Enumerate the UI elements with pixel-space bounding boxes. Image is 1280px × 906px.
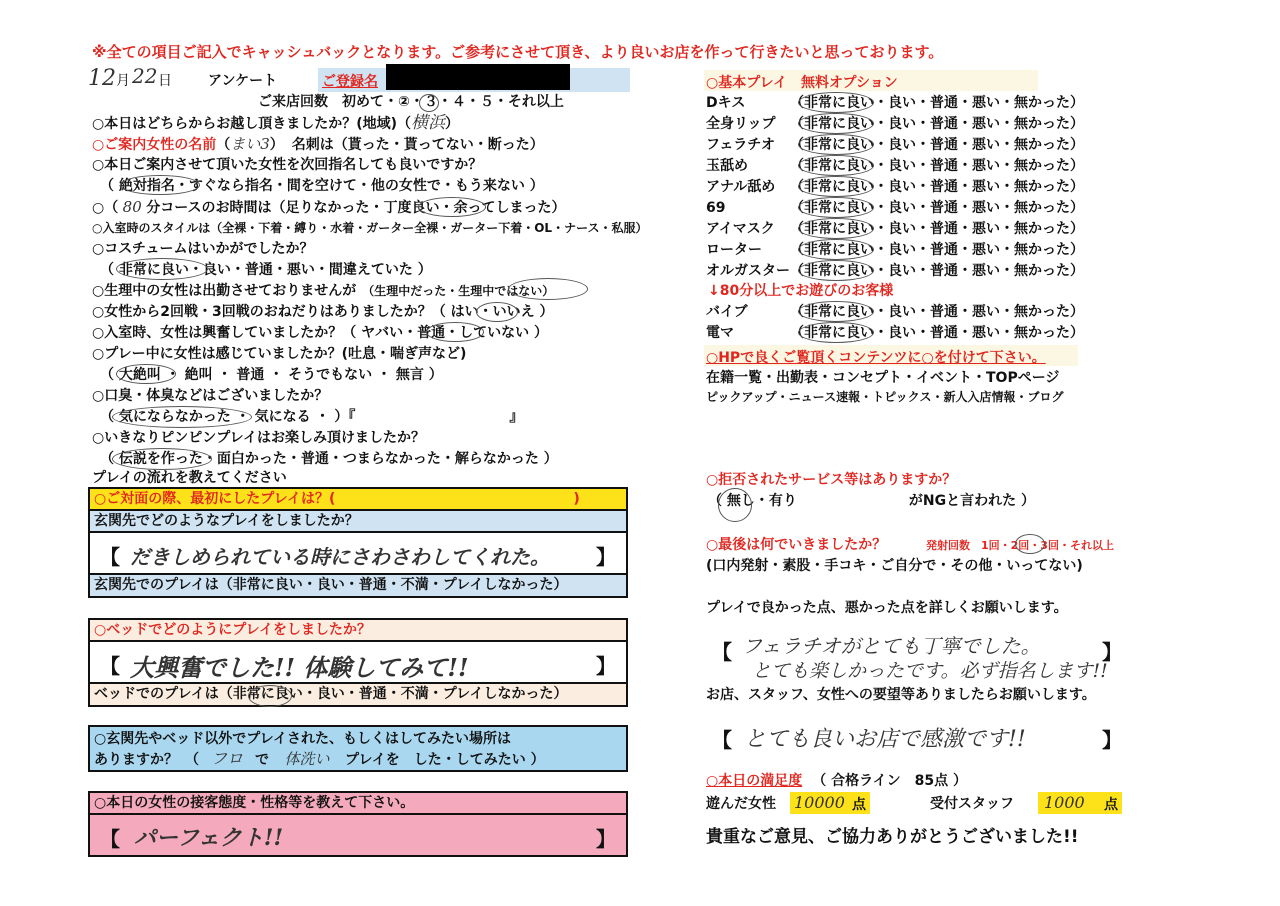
entrance-rating: 玄関先でのプレイは（非常に良い・良い・普通・不満・プレイしなかった） [94, 577, 568, 593]
answer-circle [116, 364, 176, 384]
request-answer: とても良いお店で感激です!! [744, 727, 1026, 752]
answer-circle [418, 197, 486, 217]
other-place-answer: フロ [210, 749, 243, 768]
long-item-name: バイブ [706, 304, 748, 320]
a-pinpin: （ 伝説を作った・面白かった・普通・つまらなかった・解らなかった ） [100, 451, 558, 467]
girl-score-field [790, 792, 870, 814]
member-name-label: ご登録名 [322, 74, 378, 90]
request-open-bracket: 【 [712, 728, 732, 752]
girl-score-label: 遊んだ女性 [706, 796, 776, 812]
a-costume: （ 非常に良い・良い・普通・悪い・間違えていた ） [100, 262, 432, 278]
q-period: ○生理中の女性は出勤させておりませんが （生理中だった・生理中ではない） [92, 283, 555, 299]
basic-item-scale: （非常に良い・良い・普通・悪い・無かった） [790, 158, 1084, 174]
answer-circle [116, 258, 208, 280]
entrance-question: 玄関先でどのようなプレイをしましたか？ [90, 511, 626, 533]
flow-title: プレイの流れを教えてください [92, 470, 287, 486]
survey-title: アンケート [208, 73, 278, 89]
basic-item-name: オルガスター [706, 263, 790, 279]
q-smell: ○口臭・体臭などはございましたか？ [92, 388, 329, 404]
staff-score-value: 1000 [1044, 793, 1085, 812]
q-girl-name-label: ○ご案内女性の名前 [92, 137, 217, 153]
member-name-field [318, 68, 630, 92]
entrance-answer: だきしめられている時にさわさわしてくれた。 [130, 545, 550, 569]
q-girl-name: ○ご案内女性の名前（まい3） 名刺は（貰った・貰ってない・断った） [92, 135, 544, 153]
finish-answer: (口内発射・素股・手コキ・ご自分で・その他・いってない) [706, 558, 1083, 574]
q-style: ○入室時のスタイルは（全裸・下着・縛り・水着・ガーター全裸・ガーター下着・OL・ナース・私服） [92, 221, 648, 235]
basic-item-name: 全身リップ [706, 116, 776, 132]
answer-circle [120, 175, 200, 195]
answer-circle [419, 94, 439, 112]
basic-item-scale: （非常に良い・良い・普通・悪い・無かった） [790, 116, 1084, 132]
q-business-card: 名刺は（貰った・貰ってない・断った） [291, 137, 544, 153]
q-feel: ○プレー中に女性は感じていましたか？(吐息・喘ぎ声など) [92, 346, 467, 362]
date-day-suffix: 日 [158, 73, 172, 89]
a-smell: （ 気にならなかった ・ 気になる ・ ）『 』 [100, 409, 524, 425]
hp-title: ○HPで良くご覧頂くコンテンツに○を付けて下さい。 [706, 350, 1046, 366]
q-pinpin: ○いきなりピンピンプレイはお楽しみ頂けましたか？ [92, 430, 425, 446]
a-period: （生理中だった・生理中ではない） [362, 284, 555, 298]
bed-answer: 大興奮でした!! 体験してみて!! [130, 653, 469, 682]
date-month-value: 12 [88, 66, 116, 91]
long-course-title: ↓80分以上でお遊びのお客様 [708, 283, 894, 299]
refused-question: ○拒否されたサービス等はありますか？ [706, 472, 957, 488]
basic-item-name: 玉舐め [706, 158, 748, 174]
q-course: ○（ 80 分コースのお時間は（足りなかった・丁度良い・余ってしまった） [92, 198, 566, 216]
a-course-minutes: 80 [122, 198, 142, 216]
staff-score-field [1038, 792, 1122, 814]
satisfaction-title: ○本日の満足度 [706, 773, 803, 789]
hp-title-bar [704, 345, 1078, 366]
cashback-notice: ※全ての項目ご記入でキャッシュバックとなります。ご参考にさせて頂き、より良いお店を作って行きたいと思っております。 [92, 43, 944, 61]
answer-circle [798, 197, 874, 218]
answer-circle [798, 92, 874, 113]
staff-score-label: 受付スタッフ [930, 796, 1014, 812]
other-play-answer: 体洗い [284, 750, 330, 768]
request-close-bracket: 】 [1102, 728, 1122, 752]
detail-open-bracket: 【 [712, 640, 732, 664]
answer-circle [718, 488, 752, 522]
other-place-question: ○玄関先やベッド以外でプレイされた、もしくはしてみたい場所は [94, 731, 511, 747]
first-play-question: ○ご対面の際、最初にしたプレイは？( ) [90, 489, 626, 511]
entrance-answer-row: 【 だきしめられている時にさわさわしてくれた。 】 [90, 533, 626, 575]
detail-answer-2: とても楽しかったです。必ず指名します!! [752, 660, 1108, 682]
basic-item-scale: （非常に良い・良い・普通・悪い・無かった） [790, 221, 1084, 237]
answer-circle [798, 155, 874, 176]
answer-circle [476, 302, 518, 322]
a-renominate: （ 絶対指名・すぐなら指名・間を空けて・他の女性で・もう来ない ） [100, 178, 544, 194]
basic-item-scale: （非常に良い・良い・普通・悪い・無かった） [790, 137, 1084, 153]
bed-rating: ベッドでのプレイは（非常に良い・良い・普通・不満・プレイしなかった） [94, 686, 568, 702]
attitude-answer: パーフェクト!! [134, 825, 284, 851]
detail-answer-1: フェラチオがとても丁寧でした。 [742, 634, 1041, 658]
other-place-box [88, 725, 628, 772]
detail-question: プレイで良かった点、悪かった点を詳しくお願いします。 [706, 600, 1068, 616]
q-second-round: ○女性から2回戦・3回戦のおねだりはありましたか？（ はい・いいえ ） [92, 304, 554, 320]
answer-circle [798, 239, 874, 260]
a-feel: （ 大絶叫 ・ 絶叫 ・ 普通 ・ そうでもない ・ 無言 ） [100, 367, 443, 383]
basic-title-bar [704, 70, 1038, 91]
entrance-play-box [88, 487, 628, 598]
date-month-suffix: 月 [116, 73, 130, 89]
answer-circle [798, 113, 874, 134]
staff-score-unit: 点 [1104, 797, 1118, 813]
answer-circle [112, 448, 212, 470]
a-area: 横浜 [411, 113, 446, 133]
answer-circle [798, 322, 874, 343]
attitude-question: ○本日の女性の接客態度・性格等を教えて下さい。 [90, 793, 626, 815]
date-day-value: 22 [132, 64, 158, 88]
answer-circle [426, 322, 484, 342]
bed-question: ○ベッドでどのようにプレイをしましたか？ [90, 620, 626, 642]
basic-item-name: Dキス [706, 95, 746, 111]
basic-item-name: アイマスク [706, 221, 775, 237]
request-question: お店、スタッフ、女性への要望等ありましたらお願いします。 [706, 687, 1096, 703]
other-place-question-2: ありますか？ （ フロ で 体洗い プレイを した・してみたい ） [94, 749, 545, 768]
detail-close-bracket: 】 [1102, 640, 1122, 664]
visit-count: ご来店回数 初めて・②・３・４・５・それ以上 [258, 94, 564, 110]
attitude-box [88, 791, 628, 857]
answer-circle [248, 685, 292, 707]
answer-circle [798, 260, 874, 281]
basic-item-name: ローター [706, 242, 762, 258]
refused-answer: （ 無し・有り がNGと言われた ） [708, 493, 1035, 509]
attitude-answer-row: 【 パーフェクト!! 】 [90, 815, 626, 855]
basic-item-name: 69 [706, 200, 726, 216]
girl-score-value: 10000 [794, 793, 845, 812]
answer-circle [798, 176, 874, 197]
basic-item-scale: （非常に良い・良い・普通・悪い・無かった） [790, 200, 1084, 216]
q-area: ○本日はどちらからお越し頂きましたか？(地域)（横浜） [92, 113, 460, 133]
long-item-scale: （非常に良い・良い・普通・悪い・無かった） [790, 304, 1084, 320]
satisfaction-pass: （ 合格ライン 85点 ） [812, 773, 968, 789]
basic-item-scale: （非常に良い・良い・普通・悪い・無かった） [790, 242, 1084, 258]
a-girl-name: まい3 [230, 135, 270, 153]
finish-question: ○最後は何でいきましたか？ [706, 537, 887, 553]
hp-contents-line-1: 在籍一覧・出勤表・コンセプト・イベント・TOPページ [706, 370, 1060, 386]
basic-item-name: アナル舐め [706, 179, 776, 195]
satisfaction-row [706, 772, 967, 790]
bed-answer-row: 【 大興奮でした!! 体験してみて!! 】 [90, 642, 626, 684]
answer-circle [508, 278, 588, 300]
thanks-message: 貴重なご意見、ご協力ありがとうございました!! [706, 827, 1079, 847]
answer-circle [798, 301, 874, 322]
finish-count: 発射回数 1回・2回・3回・それ以上 [926, 539, 1114, 552]
answer-circle [1015, 534, 1045, 554]
basic-item-scale: （非常に良い・良い・普通・悪い・無かった） [790, 179, 1084, 195]
long-item-scale: （非常に良い・良い・普通・悪い・無かった） [790, 325, 1084, 341]
q-excited: ○入室時、女性は興奮していましたか？（ ヤバい・普通・していない ） [92, 325, 548, 341]
answer-circle [112, 406, 252, 428]
redaction-bar [386, 64, 570, 90]
basic-item-scale: （非常に良い・良い・普通・悪い・無かった） [790, 263, 1084, 279]
girl-score-unit: 点 [852, 797, 866, 813]
basic-item-name: フェラチオ [706, 137, 776, 153]
basic-title: ○基本プレイ 無料オプション [706, 75, 898, 91]
basic-item-scale: （非常に良い・良い・普通・悪い・無かった） [790, 95, 1084, 111]
hp-contents-line-2: ピックアップ・ニュース速報・トピックス・新人入店情報・ブログ [706, 390, 1064, 404]
answer-circle [798, 134, 874, 155]
q-renominate: ○本日ご案内させて頂いた女性を次回指名しても良いですか？ [92, 157, 483, 173]
long-item-name: 電マ [706, 325, 734, 341]
answer-circle [798, 218, 874, 239]
bed-play-box [88, 618, 628, 707]
q-costume: ○コスチュームはいかがでしたか？ [92, 241, 314, 257]
